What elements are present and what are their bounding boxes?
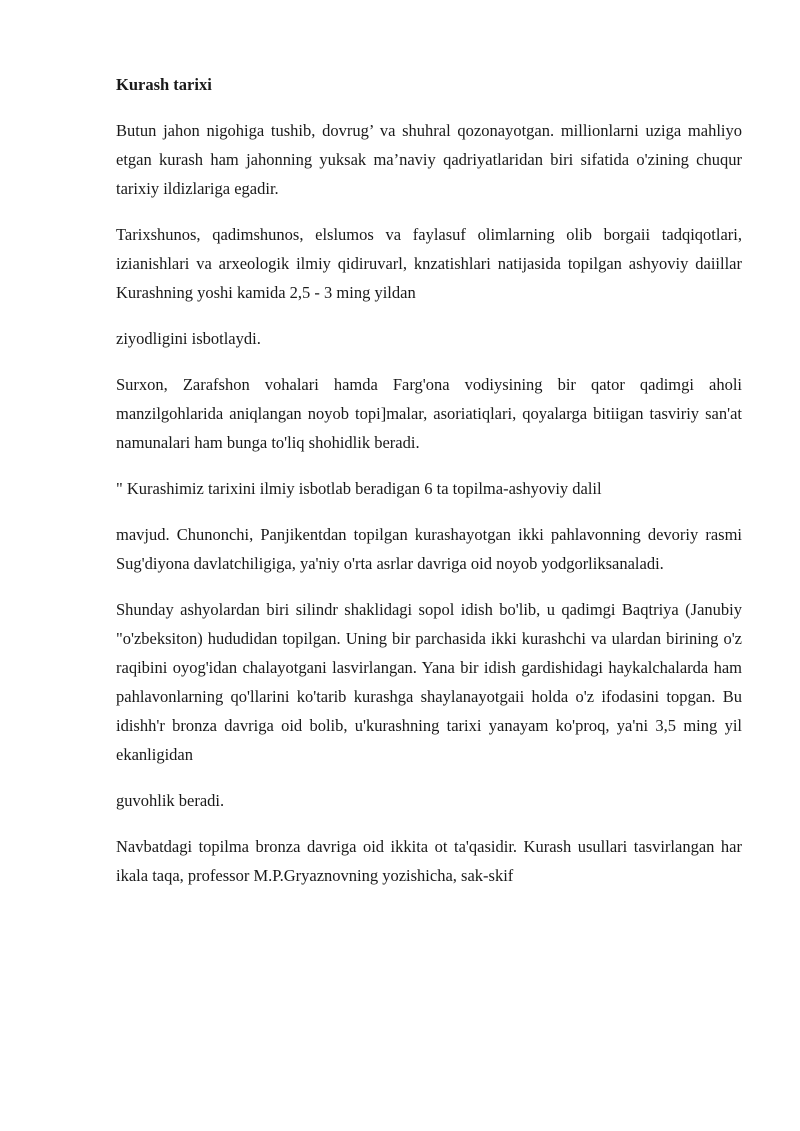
paragraph-evidence-intro: " Kurashimiz tarixini ilmiy isbotlab beradigan 6 ta topilma-ashyoviy dalil [116, 479, 602, 498]
paragraph-baqtriya: Shunday ashyolardan biri silindr shaklidagi sopol idish bo'lib, u qadimgi Baqtriya (Janubiy "o'zbeksiton) hududidan topilgan. Uning bir parchasida ikki kurashchi va ulardan birining o'z raqibini oyog'idan chalayotgani lasvirlangan. Yana bir idish gardishidagi haykalchalarda ham pahlavonlarning qo'llarini ko'tarib kurashga shaylanayotgaii holda o'z ifodasini topgan. Bu idishh'r bronza davriga oid bolib, u'kurashning tarixi yanayam ko'proq, ya'ni 3,5 ming yil ekanligidan [116, 600, 742, 764]
paragraph-intro: Butun jahon nigohiga tushib, dovrug’ va shuhral qozonayotgan. millionlarni uziga mahliyo etgan kurash ham jahonning yuksak ma’naviy qadriyatlaridan biri sifatida o'zining chuqur tarixiy ildizlariga egadir. [116, 121, 742, 198]
paragraph-regions: Surxon, Zarafshon vohalari hamda Farg'ona vodiysining bir qator qadimgi aholi manzilgohlarida aniqlangan noyob topi]malar, asoriatiqlari, qoyalarga bitiigan tasviriy san'at namunalari ham bunga to'liq shohidlik beradi. [116, 375, 742, 452]
paragraph-panjikent: mavjud. Chunonchi, Panjikentdan topilgan kurashayotgan ikki pahlavonning devoriy rasmi Sug'diyona davlatchiligiga, ya'niy o'rta asrlar davriga oid noyob yodgorliksanaladi. [116, 525, 742, 573]
paragraph-research: Tarixshunos, qadimshunos, elslumos va faylasuf olimlarning olib borgaii tadqiqotlari, izianishlari va arxeologik ilmiy qidiruvarl, knzatishlari natijasida topilgan ashyoviy daiillar Kurashning yoshi kamida 2,5 - 3 ming yildan [116, 225, 742, 302]
document-title: Kurash tarixi [116, 75, 212, 94]
paragraph-horseshoes: Navbatdagi topilma bronza davriga oid ikkita ot ta'qasidir. Kurash usullari tasvirlangan har ikala taqa, professor M.P.Gryaznovning yozishicha, sak-skif [116, 837, 742, 885]
paragraph-research-end: ziyodligini isbotlaydi. [116, 329, 261, 348]
document-page [116, 70, 742, 907]
paragraph-baqtriya-end: guvohlik beradi. [116, 791, 225, 810]
